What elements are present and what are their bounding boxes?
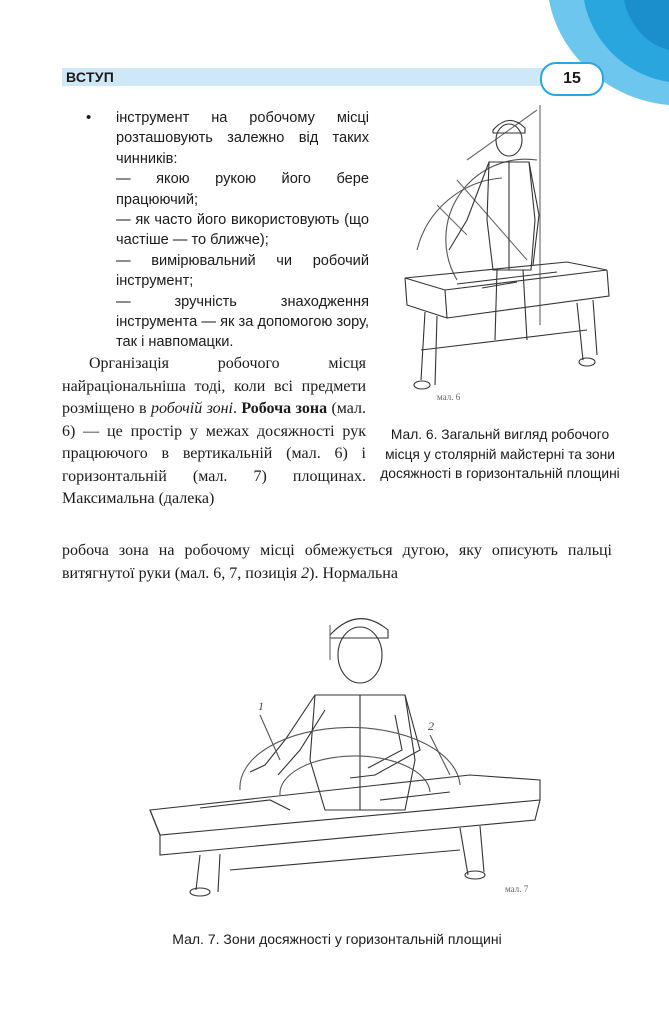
page-number: 15 [540, 62, 604, 96]
figure-7-label: мал. 7 [505, 884, 529, 894]
text-run: (мал. 6) — це простір у межах досяжності рук працюючого в вертикальній (мал. 6) і горизонтальній (мал. 7) площинах. Максимальна (далека) [62, 400, 367, 507]
term-italic: робочій зоні [150, 400, 234, 417]
text-run: . [233, 400, 242, 417]
text-run: робоча зона на робочому місці обмежується дугою, яку описують пальці витягнутої руки (мал. 6, 7, позиція [62, 542, 612, 582]
figure-7-caption: Мал. 7. Зони досяжності у горизонтальній площині [172, 931, 502, 947]
bullet-item: — як часто його використовують (що частіше — то ближче); [116, 212, 369, 249]
text-run: Організація робочого місця найраціональніша тоді, коли всі предмети розміщено в [62, 355, 366, 417]
body-paragraph [62, 353, 366, 511]
header-bar [62, 68, 558, 86]
figure-7-illustration [130, 600, 550, 910]
figure-7-marker-2: 2 [428, 719, 434, 733]
text-run: ). Нормальна [309, 564, 398, 582]
figure-6-illustration [397, 100, 627, 418]
bullet-intro: інструмент на робочому місці розташовують залежно від таких чинників: [116, 110, 369, 167]
body-paragraph-continued [62, 540, 612, 585]
bullet-list [86, 108, 369, 353]
bullet-item: — якою рукою його бере працюючий; [116, 171, 369, 208]
term-bold: Робоча зона [241, 400, 328, 417]
bullet-item: — вимірювальний чи робочий інструмент; [116, 252, 369, 290]
figure-6-caption: Мал. 6. Загальнй вигляд робочого місця у столярній майстерні та зони досяжності в горизонтальній площині [380, 427, 620, 481]
section-title: ВСТУП [66, 69, 115, 85]
figure-7-marker-1: 1 [258, 699, 264, 713]
bullet-item: — зручність знаходження інструмента — як за допомогою зору, так і навпомацки. [116, 293, 369, 351]
bullet-dot: • [86, 109, 92, 126]
term-italic: 2 [301, 564, 310, 582]
figure-6-label: мал. 6 [437, 392, 461, 402]
